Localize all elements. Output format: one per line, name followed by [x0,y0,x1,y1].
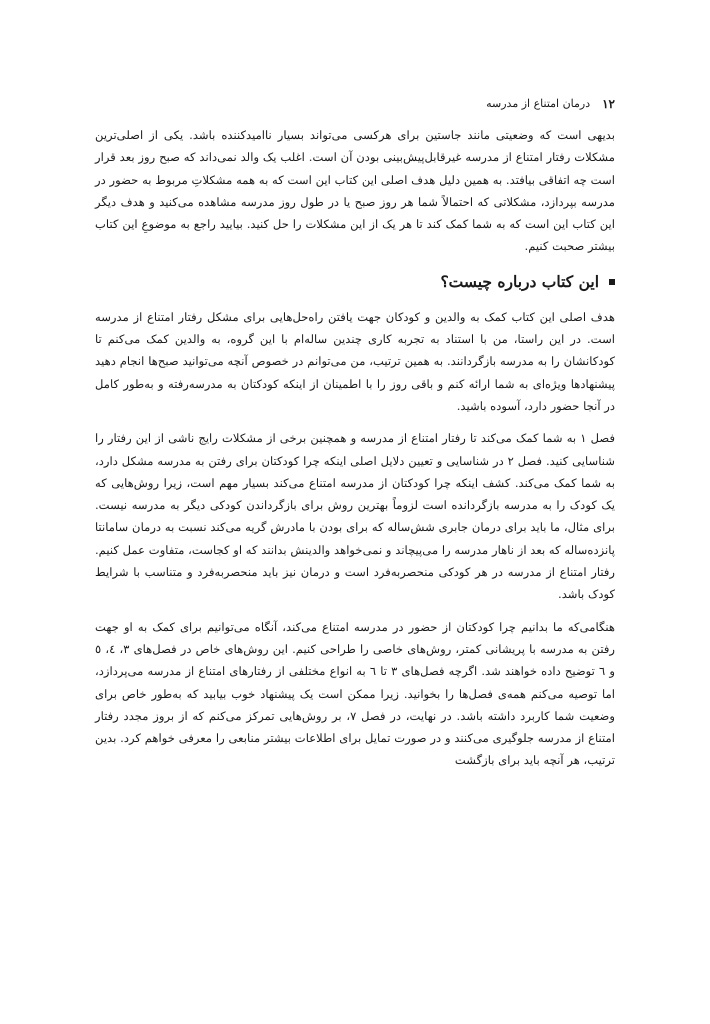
paragraph-intro: بدیهی است که وضعیتی مانند جاستین برای هرکسی می‌تواند بسیار ناامیدکننده باشد. یکی از اصلی‌ترین مشکلات رفتار امتناع از مدرسه غیرقابل‌پیش‌بینی بودن آن است. اغلب یک والد نمی‌داند که صبح روز بعد قرار است چه اتفاقی بیافتد. به همین دلیل هدف اصلی این کتاب این است که به همه مشکلاتِ مربوط به حضور در مدرسه بپردازد، مشکلاتی که احتمالاً شما هر روز صبح یا در طول روز مدرسه مشاهده می‌کنید و هدف دیگر این کتاب این است که به شما کمک کند تا هر یک از این مشکلات را حل کنید. بیایید راجع به موضوعِ این کتاب بیشتر صحبت کنیم. [95,128,615,254]
page-number: ۱۲ [602,97,615,111]
paragraph-chapters-3-7: هنگامی‌که ما بدانیم چرا کودکتان از حضور در مدرسه امتناع می‌کند، آنگاه می‌توانیم برای کمک به او جهت رفتن به مدرسه با پریشانی کمتر، روش‌های خاصی را طراحی کنیم. این روش‌های خاص در فصل‌های ۳، ٤، ٥ و ٦ توضیح داده خواهند شد. اگرچه فصل‌های ۳ تا ٦ به انواع مختلفی از رفتارهای امتناع از مدرسه می‌پردازد، اما توصیه می‌کنم همه‌ی فصل‌ها را بخوانید. زیرا ممکن است یک پیشنهاد خوب بیابید که به‌طور خاص برای وضعیت شما کاربرد داشته باشد. در نهایت، در فصل ۷، بر روش‌هایی تمرکز می‌کنم که از بروز مجدد رفتار امتناع از مدرسه جلوگیری می‌کنند و در صورت تمایل برای اطلاعات بیشتر منابعی را معرفی خواهم کرد. بدین ترتیب، هر آنچه باید برای بازگشت [95,619,615,768]
square-bullet-icon [609,279,615,285]
book-title: درمان امتناع از مدرسه [486,97,591,110]
document-page [95,0,615,1024]
section-heading-text: این کتاب درباره چیست؟ [440,271,599,291]
paragraph-book-purpose: هدف اصلی این کتاب کمک به والدین و کودکان جهت یافتن راه‌حل‌هایی برای مشکل رفتار امتناع از مدرسه است. در این راستا، من با استناد به تجربه کاری چندین ساله‌ام با این گروه، به والدین کمک می‌کنم تا کودکانشان را به مدرسه بازگردانند. به همین ترتیب، من می‌توانم در خصوص آنچه می‌توانید صبح‌ها انجام دهید پیشنهادها ویژه‌ای به شما ارائه کنم و باقی روز را با اطمینان از اینکه کودکتان به مدرسه‌رفته و به‌طور کامل در آنجا حضور دارد، آسوده باشید. [95,309,615,413]
running-header [95,96,615,112]
body-text [95,124,615,782]
section-heading [95,268,615,296]
paragraph-chapters-1-2: فصل ۱ به شما کمک می‌کند تا رفتار امتناع از مدرسه و همچنین برخی از مشکلات رایج ناشی از این رفتار را شناسایی کنید. فصل ۲ در شناسایی و تعیین دلایل اصلی اینکه چرا کودکتان برای رفتن به مدرسه مشکل دارد، به شما کمک می‌کند. کشف اینکه چرا کودکتان از مدرسه امتناع می‌کند بسیار مهم است، زیرا روش‌هایی که یک کودک را به مدرسه بازگردانده است لزوماً بهترین روش برای بازگرداندن کودکی دیگر به مدرسه نیست. برای مثال، ما باید برای درمان جابری شش‌ساله که برای بودن با مادرش گریه می‌کند نسبت به درمان سامانتا پانزده‌ساله که بعد از ناهار مدرسه را می‌پیچاند و نمی‌خواهد والدینش بدانند که او کجاست، متفاوت عمل کنیم. رفتار امتناع از مدرسه در هر کودکی منحصربه‌فرد است و درمان نیز باید منحصربه‌فرد و متناسب با شرایط کودک باشد. [95,431,615,602]
